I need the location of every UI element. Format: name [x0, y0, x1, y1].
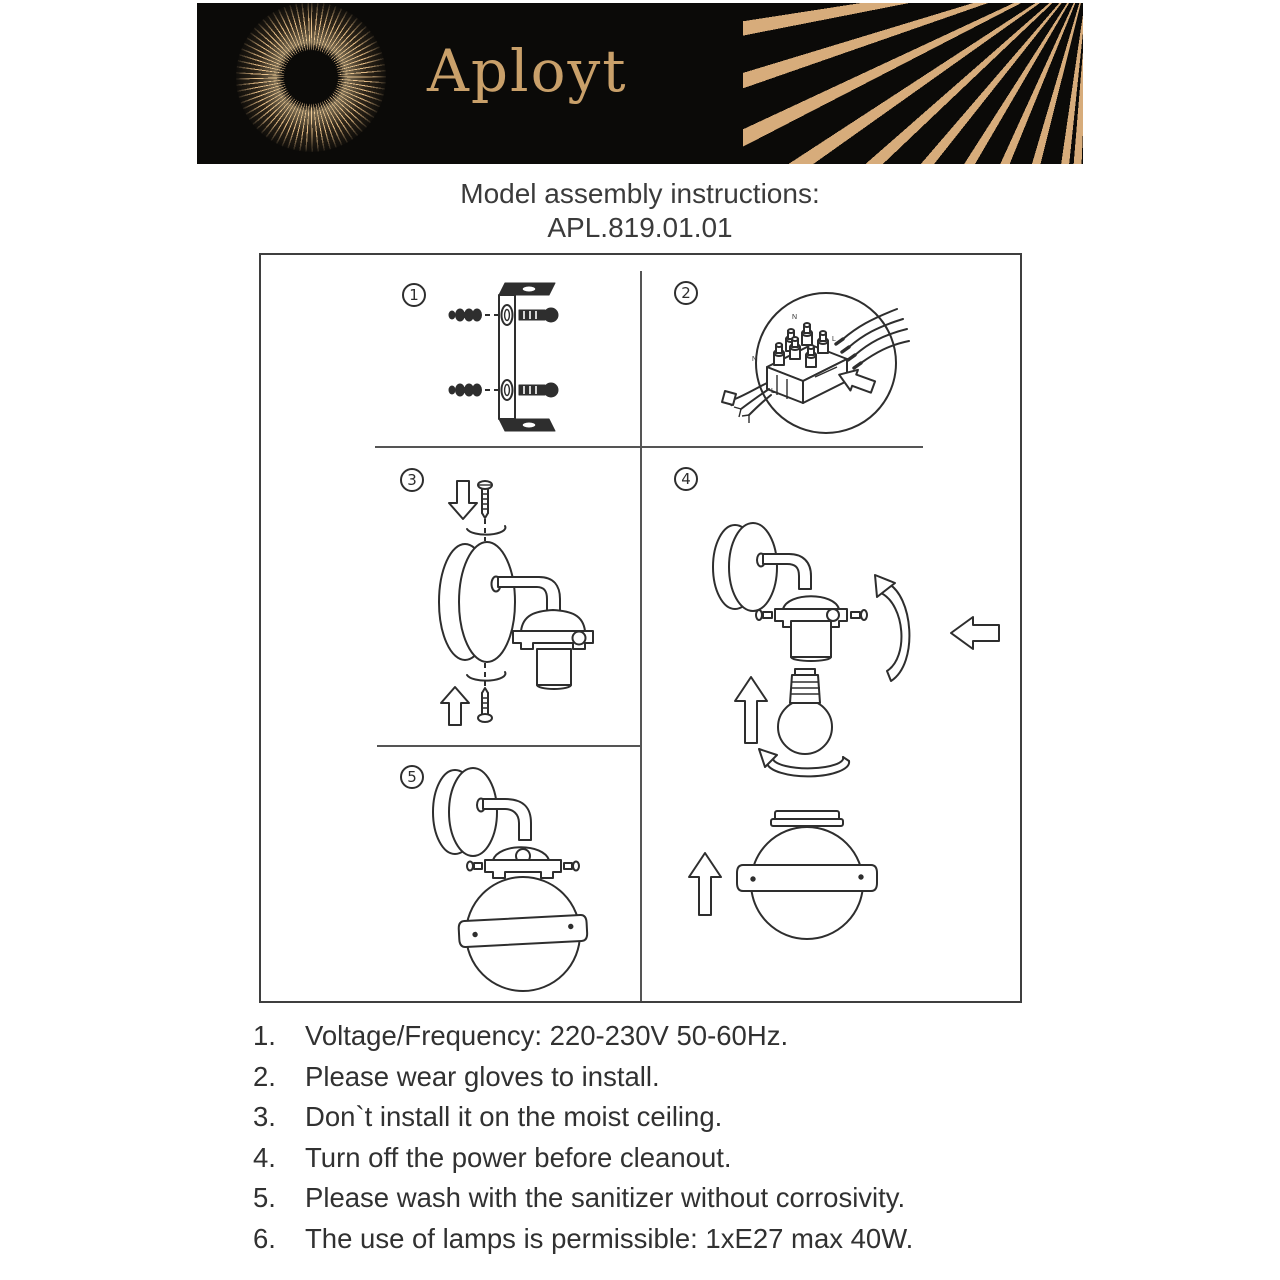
step-number-5: 5 — [400, 765, 424, 789]
left-arrow-icon — [951, 617, 999, 649]
item-text: Don`t install it on the moist ceiling. — [305, 1101, 723, 1132]
step-number-1: 1 — [402, 283, 426, 307]
up-arrow-icon — [735, 677, 767, 743]
item-text: The use of lamps is permissible: 1xE27 max 40W. — [305, 1222, 914, 1254]
lamp-holder — [775, 596, 847, 661]
step1-bracket-diagram — [431, 277, 651, 437]
step2-wiring-diagram — [711, 283, 941, 453]
item-text: Please wash with the sanitizer without corrosivity. — [305, 1182, 906, 1213]
terminal-post — [818, 331, 828, 353]
list-item — [253, 1182, 1083, 1223]
list-item — [253, 1142, 1083, 1183]
spring-washer — [467, 526, 505, 535]
backplate-disc — [713, 523, 777, 611]
item-text: Voltage/Frequency: 220-230V 50-60Hz. — [305, 1020, 789, 1051]
lamp-holder — [485, 847, 561, 878]
side-screw — [564, 862, 579, 871]
mounting-bracket — [499, 283, 555, 431]
item-number: 2. — [253, 1060, 276, 1092]
side-screw — [851, 610, 867, 620]
item-number: 3. — [253, 1101, 276, 1132]
light-bulb — [778, 669, 832, 754]
side-screw — [756, 610, 772, 620]
screw-top — [478, 481, 492, 518]
backplate-disc — [439, 542, 515, 662]
rotate-arrow-icon — [875, 575, 909, 681]
screw-bottom — [478, 688, 492, 722]
mounting-screw — [519, 308, 558, 322]
corner-rays-decoration — [743, 3, 1083, 164]
step5-assembled-lamp-diagram — [381, 760, 646, 1005]
list-item — [253, 1061, 1083, 1102]
wall-anchor — [449, 384, 498, 396]
wire-label-l: L — [771, 388, 775, 395]
item-number: 5. — [253, 1182, 276, 1213]
step-number-3: 3 — [400, 468, 424, 492]
spring-washer — [467, 672, 505, 681]
item-number: 6. — [253, 1222, 276, 1254]
item-text: Turn off the power before cleanout. — [305, 1141, 732, 1173]
sunburst-logo-icon — [236, 3, 386, 152]
diagram-box — [259, 253, 1022, 1003]
wire-label-l: L — [832, 336, 836, 343]
item-number: 4. — [253, 1141, 276, 1173]
item-text: Please wear gloves to install. — [305, 1060, 660, 1092]
step-number-2: 2 — [674, 281, 698, 305]
glass-globe — [737, 811, 877, 939]
backplate-disc — [433, 768, 497, 856]
wire-label-n: N — [792, 314, 798, 321]
up-arrow-icon — [441, 687, 469, 725]
list-item — [253, 1020, 1083, 1061]
model-number: APL.819.01.01 — [547, 212, 733, 243]
step-number-4: 4 — [674, 467, 698, 491]
terminal-post — [774, 343, 784, 365]
terminal-post — [790, 337, 800, 359]
page-title: Model assembly instructions: — [460, 178, 820, 209]
terminal-post — [802, 323, 812, 345]
terminal-post — [806, 345, 816, 367]
item-number: 1. — [253, 1020, 276, 1051]
instructions-list — [253, 1020, 1083, 1263]
side-screw — [467, 862, 482, 871]
brand-name: Aployt — [427, 37, 628, 105]
header-banner — [197, 3, 1083, 164]
wire-label-n: N — [752, 356, 758, 363]
list-item — [253, 1101, 1083, 1142]
down-arrow-icon — [449, 481, 477, 519]
step3-backplate-diagram — [401, 467, 661, 757]
step4-assembly-diagram — [681, 505, 1024, 1005]
up-arrow-icon — [689, 853, 721, 915]
glass-globe — [458, 877, 587, 991]
wall-anchor — [449, 309, 498, 321]
lamp-holder — [513, 610, 593, 689]
mounting-screw — [519, 383, 558, 397]
list-item — [253, 1223, 1083, 1264]
